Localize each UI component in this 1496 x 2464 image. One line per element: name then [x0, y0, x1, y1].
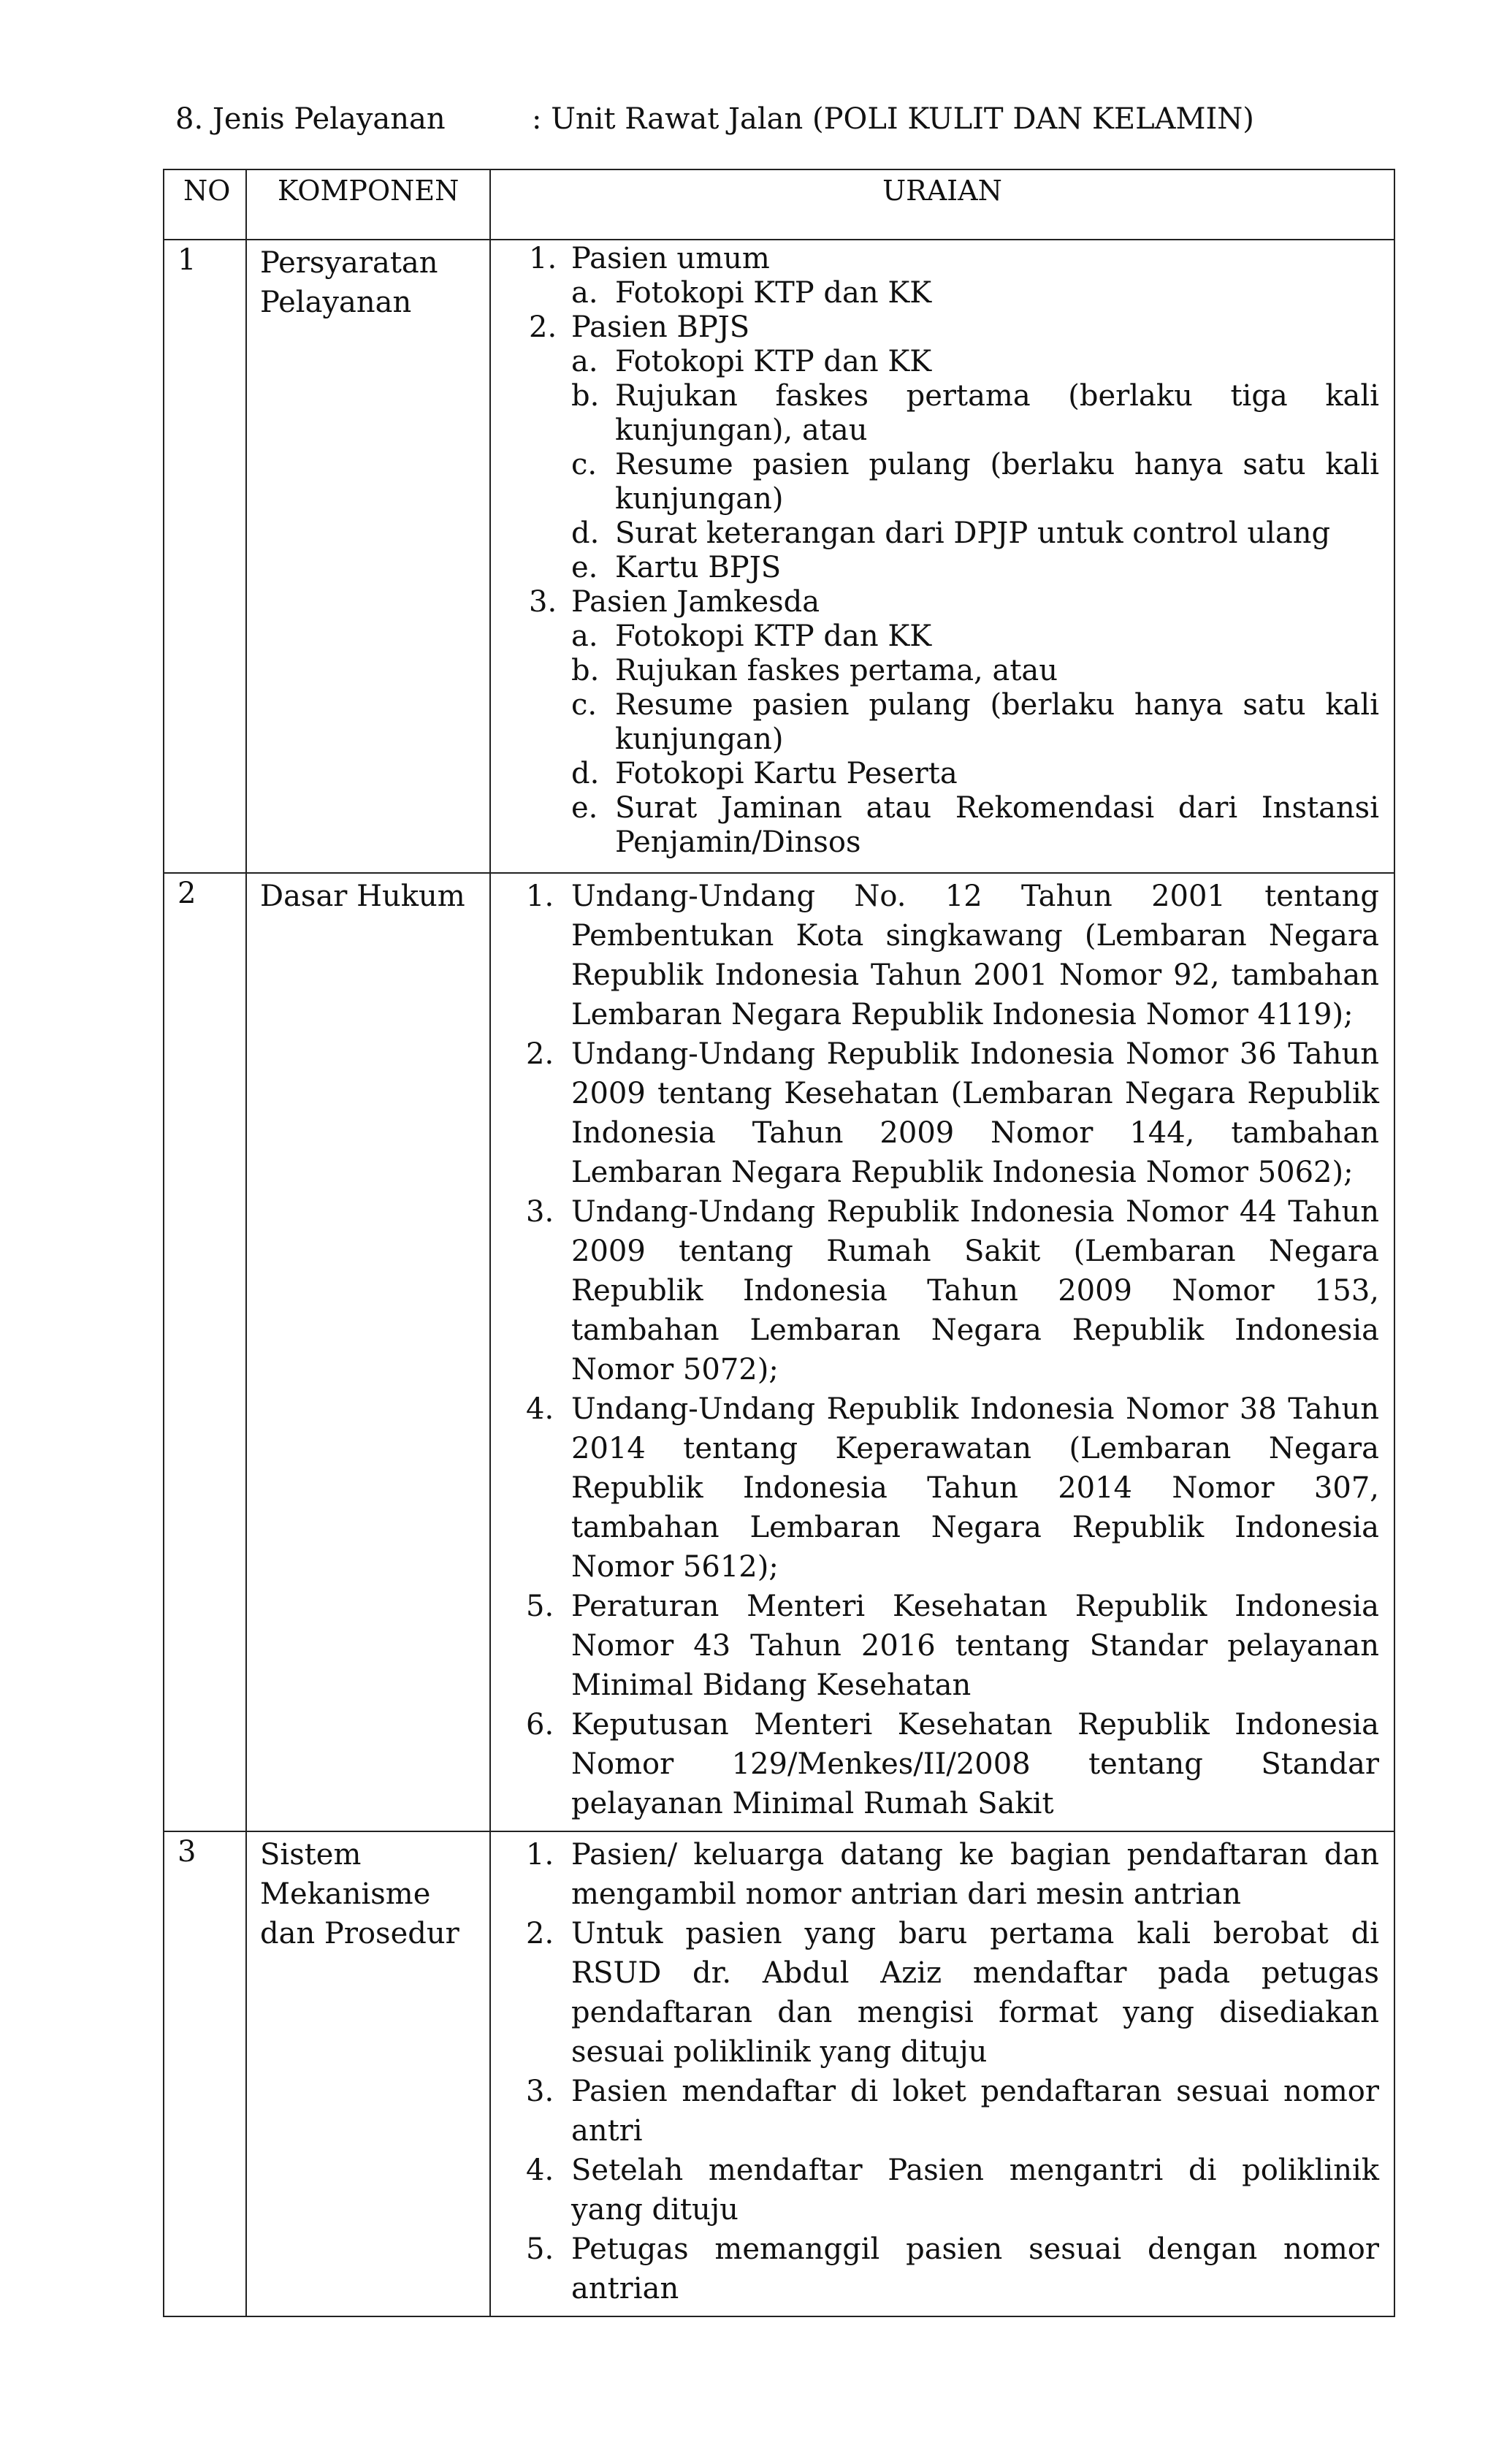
list-item [505, 877, 1379, 1034]
row-number: 2 [164, 873, 246, 1831]
service-standard-table [163, 169, 1395, 2317]
sub-list-text: Rujukan faskes pertama, atau [615, 654, 1058, 687]
sub-list-text: Kartu BPJS [615, 551, 782, 584]
sub-list-text: Resume pasien pulang (berlaku hanya satu kali kunjungan) [615, 448, 1379, 516]
row-component: Dasar Hukum [246, 873, 490, 1831]
sub-list-text: Surat Jaminan atau Rekomendasi dari Instansi Penjamin/Dinsos [615, 791, 1379, 859]
sub-list-item [571, 448, 1379, 516]
list-number: 5. [526, 2232, 554, 2266]
list-item [505, 2230, 1379, 2308]
list-number: 2. [529, 310, 557, 344]
column-header-uraian: URAIAN [490, 169, 1394, 240]
table-row-dasar-hukum [164, 873, 1394, 1831]
list-text: Petugas memanggil pasien sesuai dengan nomor antrian [571, 2232, 1379, 2305]
sub-list-letter: c. [571, 688, 598, 722]
service-type-heading [175, 102, 1254, 136]
list-text: Undang-Undang No. 12 Tahun 2001 tentang Pembentukan Kota singkawang (Lembaran Negara Republik Indonesia Tahun 2001 Nomor 92, tambahan Lembaran Negara Republik Indonesia Nomor 4119); [571, 880, 1379, 1031]
sub-list-letter: a. [571, 345, 598, 378]
sub-list-text: Fotokopi KTP dan KK [615, 276, 932, 310]
list-number: 4. [526, 2154, 554, 2187]
list-item [505, 310, 1379, 585]
sub-list-item [571, 516, 1379, 551]
list-text: Peraturan Menteri Kesehatan Republik Indonesia Nomor 43 Tahun 2016 tentang Standar pelayanan Minimal Bidang Kesehatan [571, 1590, 1379, 1702]
list-text: Undang-Undang Republik Indonesia Nomor 38 Tahun 2014 tentang Keperawatan (Lembaran Negara Republik Indonesia Tahun 2014 Nomor 307, tambahan Lembaran Negara Republik Indonesia Nomor 5612); [571, 1392, 1379, 1584]
list-number: 1. [526, 1838, 554, 1872]
row-component: Sistem Mekanisme dan Prosedur [246, 1831, 490, 2316]
list-number: 3. [529, 585, 557, 619]
sub-list [571, 619, 1379, 860]
list-number: 2. [526, 1037, 554, 1071]
list-text: Undang-Undang Republik Indonesia Nomor 36 Tahun 2009 tentang Kesehatan (Lembaran Negara Republik Indonesia Tahun 2009 Nomor 144, tambahan Lembaran Negara Republik Indonesia Nomor 5062); [571, 1037, 1379, 1189]
list-item [505, 585, 1379, 860]
list-text: Pasien BPJS [571, 310, 750, 344]
list-number: 6. [526, 1708, 554, 1742]
sub-list-item [571, 791, 1379, 860]
sub-list-text: Resume pasien pulang (berlaku hanya satu kali kunjungan) [615, 688, 1379, 756]
sub-list-text: Rujukan faskes pertama (berlaku tiga kali kunjungan), atau [615, 379, 1379, 447]
list-text: Setelah mendaftar Pasien mengantri di poliklinik yang dituju [571, 2154, 1379, 2227]
sub-list-item [571, 688, 1379, 757]
column-header-no: NO [164, 169, 246, 240]
list-number: 1. [526, 880, 554, 913]
list-item [505, 242, 1379, 310]
sub-list-text: Fotokopi Kartu Peserta [615, 757, 958, 790]
table-row-persyaratan [164, 240, 1394, 873]
list-number: 3. [526, 1195, 554, 1229]
sub-list-text: Surat keterangan dari DPJP untuk control ulang [615, 516, 1331, 550]
procedure-list [505, 1835, 1379, 2308]
list-number: 1. [529, 242, 557, 275]
list-item [505, 2151, 1379, 2230]
column-header-komponen: KOMPONEN [246, 169, 490, 240]
list-item [505, 1914, 1379, 2072]
row-description [490, 873, 1394, 1831]
row-description [490, 1831, 1394, 2316]
list-text: Undang-Undang Republik Indonesia Nomor 44 Tahun 2009 tentang Rumah Sakit (Lembaran Negara Republik Indonesia Tahun 2009 Nomor 153, tambahan Lembaran Negara Republik Indonesia Nomor 5072); [571, 1195, 1379, 1387]
service-type-label: 8. Jenis Pelayanan [175, 102, 446, 136]
list-text: Pasien mendaftar di loket pendaftaran sesuai nomor antri [571, 2075, 1379, 2148]
sub-list-letter: d. [571, 757, 600, 790]
sub-list-letter: b. [571, 654, 600, 687]
sub-list-item [571, 379, 1379, 448]
list-text: Pasien umum [571, 242, 770, 275]
row-number: 1 [164, 240, 246, 873]
list-number: 2. [526, 1917, 554, 1950]
table-header-row [164, 169, 1394, 240]
list-number: 5. [526, 1590, 554, 1623]
sub-list-item [571, 757, 1379, 791]
service-type-value: : Unit Rawat Jalan (POLI KULIT DAN KELAMIN) [532, 102, 1254, 136]
table-row-prosedur [164, 1831, 1394, 2316]
sub-list-item [571, 619, 1379, 654]
sub-list-item [571, 551, 1379, 585]
sub-list-letter: c. [571, 448, 598, 481]
list-text: Keputusan Menteri Kesehatan Republik Indonesia Nomor 129/Menkes/II/2008 tentang Standar pelayanan Minimal Rumah Sakit [571, 1708, 1379, 1820]
row-description [490, 240, 1394, 873]
sub-list-text: Fotokopi KTP dan KK [615, 619, 932, 653]
sub-list-letter: a. [571, 619, 598, 653]
list-item [505, 2072, 1379, 2151]
requirements-list [505, 242, 1379, 860]
sub-list-letter: b. [571, 379, 600, 413]
list-item [505, 1587, 1379, 1705]
list-item [505, 1034, 1379, 1192]
sub-list-text: Fotokopi KTP dan KK [615, 345, 932, 378]
sub-list-item [571, 345, 1379, 379]
sub-list-item [571, 276, 1379, 310]
sub-list [571, 345, 1379, 585]
sub-list-letter: d. [571, 516, 600, 550]
list-text: Pasien/ keluarga datang ke bagian pendaftaran dan mengambil nomor antrian dari mesin antrian [571, 1838, 1379, 1911]
legal-basis-list [505, 877, 1379, 1823]
sub-list-item [571, 654, 1379, 688]
row-number: 3 [164, 1831, 246, 2316]
list-item [505, 1705, 1379, 1823]
list-number: 4. [526, 1392, 554, 1426]
list-item [505, 1192, 1379, 1389]
list-item [505, 1835, 1379, 1914]
row-component: Persyaratan Pelayanan [246, 240, 490, 873]
list-text: Pasien Jamkesda [571, 585, 820, 619]
sub-list-letter: a. [571, 276, 598, 310]
sub-list-letter: e. [571, 791, 598, 825]
sub-list-letter: e. [571, 551, 598, 584]
list-text: Untuk pasien yang baru pertama kali berobat di RSUD dr. Abdul Aziz mendaftar pada petugas pendaftaran dan mengisi format yang disediakan sesuai poliklinik yang dituju [571, 1917, 1379, 2069]
sub-list [571, 276, 1379, 310]
list-number: 3. [526, 2075, 554, 2108]
list-item [505, 1389, 1379, 1587]
